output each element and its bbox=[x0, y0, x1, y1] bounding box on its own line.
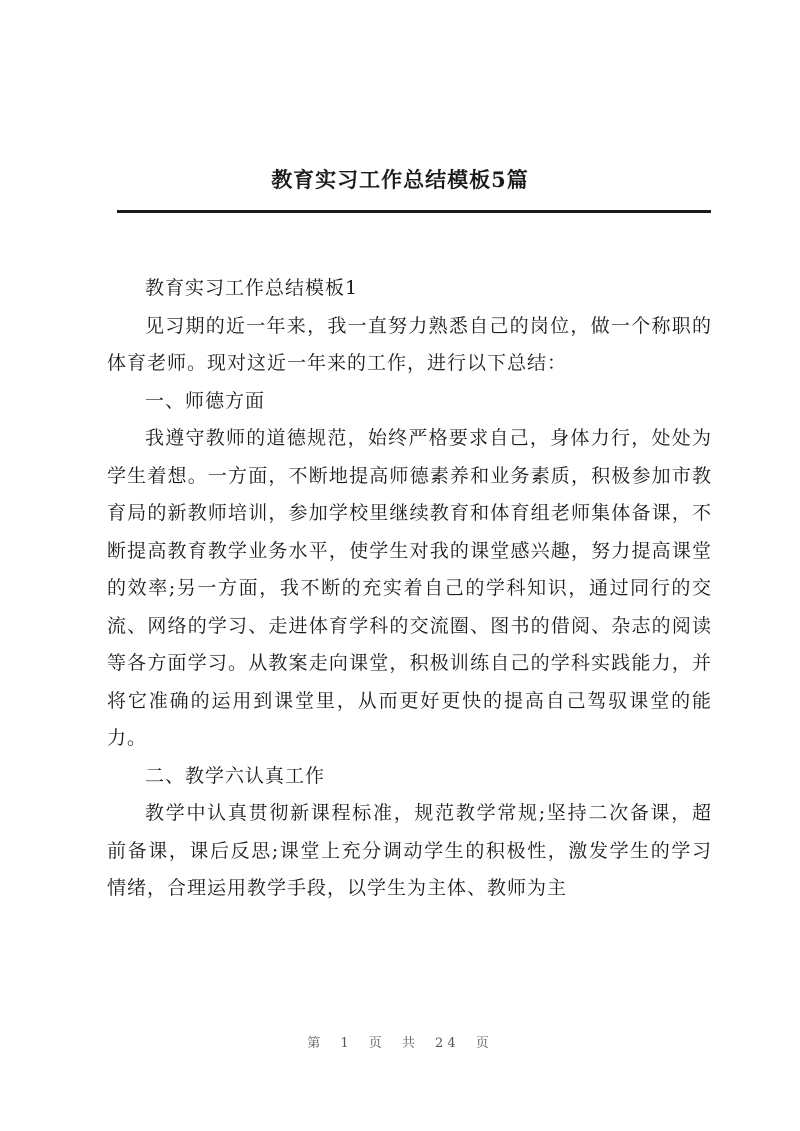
page-number-footer: 第 1 页 共 24 页 bbox=[307, 1036, 493, 1051]
page-title: 教育实习工作总结模板5篇 bbox=[271, 167, 529, 192]
ethics-paragraph: 我遵守教师的道德规范，始终严格要求自己，身体力行，处处为学生着想。一方面，不断地提高师德素养和业务素质，积极参加市教育局的新教师培训，参加学校里继续教育和体育组老师集体备课，不断提高教育教学业务水平，使学生对我的课堂感兴趣，努力提高课堂的效率;另一方面，我不断的充实着自己的学科知识，通过同行的交流、网络的学习、走进体育学科的交流圈、图书的借阅、杂志的阅读等各方面学习。从教案走向课堂，积极训练自己的学科实践能力，并将它准确的运用到课堂里，从而更好更快的提高自己驾驭课堂的能力。 bbox=[107, 427, 712, 749]
section-heading: 教育实习工作总结模板1 bbox=[145, 277, 359, 299]
title-underline bbox=[117, 210, 711, 213]
subheading-ethics: 一、师德方面 bbox=[145, 389, 266, 412]
teaching-paragraph: 教学中认真贯彻新课程标准，规范教学常规;坚持二次备课，超前备课，课后反思;课堂上充分调动学生的积极性，激发学生的学习情绪，合理运用教学手段，以学生为主体、教师为主 bbox=[107, 802, 712, 899]
document-body bbox=[107, 270, 712, 908]
subheading-teaching: 二、教学六认真工作 bbox=[145, 764, 326, 787]
intro-paragraph: 见习期的近一年来，我一直努力熟悉自己的岗位，做一个称职的体育老师。现对这近一年来的工作，进行以下总结： bbox=[107, 314, 712, 374]
